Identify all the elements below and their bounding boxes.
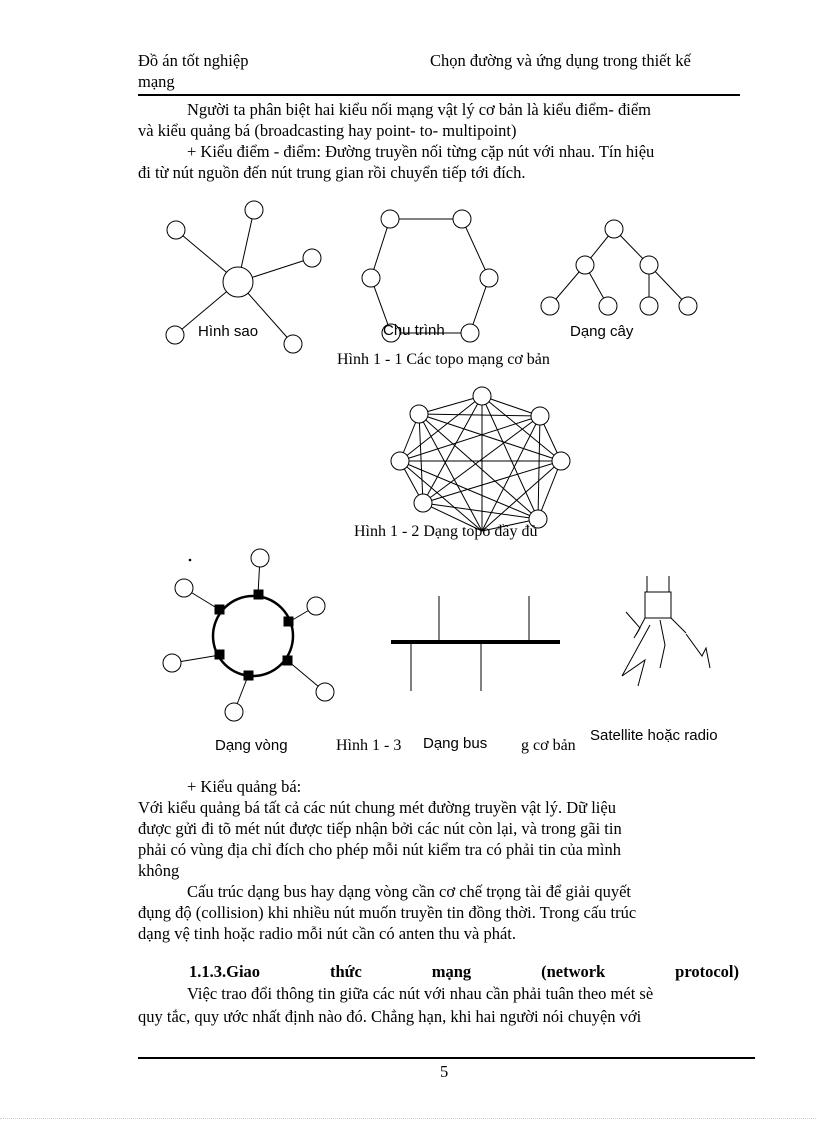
- paragraph-4-line-2: được gửi đi tõ mét nút được tiếp nhận bởi các nút còn lại, và trong gãi tin: [138, 819, 622, 838]
- figure-1-3-caption-end: g cơ bản: [521, 737, 576, 754]
- footer-rule: [138, 1057, 755, 1059]
- figure-1-1-tree-label: Dạng cây: [570, 323, 634, 340]
- paragraph-4-line-4: không: [138, 861, 180, 880]
- ring-network-diagram: [163, 549, 334, 721]
- satellite-radio-diagram: [622, 576, 710, 686]
- paragraph-4-line-1: Với kiểu quảng bá tất cả các nút chung mét đường truyền vật lý. Dữ liệu: [138, 798, 616, 817]
- tree-topology-diagram: [541, 220, 697, 315]
- figure-1-1-caption: Hình 1 - 1 Các topo mạng cơ bản: [337, 351, 550, 368]
- page-edge-dotted-line: [0, 1118, 816, 1119]
- paragraph-1-line-2: và kiểu quảng bá (broadcasting hay point- to- multipoint): [138, 121, 517, 140]
- figure-1-2-caption: Hình 1 - 2 Dạng topo đầy đủ: [354, 523, 538, 540]
- figure-1-1-cycle-label: Chu trình: [383, 322, 445, 339]
- header-left-continuation: mạng: [138, 72, 175, 91]
- figure-1-3-bus-label: Dạng bus: [423, 735, 488, 752]
- figure-1-3-caption-start: Hình 1 - 3: [336, 737, 402, 754]
- paragraph-4-line-3: phải có vùng địa chỉ đích cho phép mỗi nút kiểm tra có phải tin của mình: [138, 840, 621, 859]
- header-left-title: Đồ án tốt nghiệp: [138, 51, 249, 70]
- header-right-title: Chọn đường và ứng dụng trong thiết kế: [430, 51, 691, 70]
- paragraph-6-line-1: Việc trao đổi thông tin giữa các nút với nhau cần phải tuân theo mét sè: [187, 984, 654, 1003]
- figure-1-3-satellite-label: Satellite hoặc radio: [590, 727, 718, 744]
- paragraph-1-line-1: Người ta phân biệt hai kiểu nối mạng vật lý cơ bản là kiểu điểm- điểm: [187, 100, 651, 119]
- paragraph-5-line-1: Cấu trúc dạng bus hay dạng vòng cần cơ chế trọng tài để giải quyết: [187, 882, 632, 901]
- paragraph-5-line-3: dạng vệ tinh hoặc radio mỗi nút cần có anten thu và phát.: [138, 924, 517, 943]
- figure-1-3-ring-label: Dạng vòng: [215, 737, 288, 754]
- paragraph-2-line-2: đi từ nút nguồn đến nút trung gian rồi chuyển tiếp tới đích.: [138, 163, 526, 182]
- bus-network-diagram: [391, 596, 560, 691]
- full-mesh-topology-diagram: [391, 387, 570, 531]
- paragraph-3: + Kiểu quảng bá:: [187, 777, 302, 796]
- section-heading-1-1-3: 1.1.3.Giao thức mạng (network protocol): [189, 962, 739, 981]
- paragraph-5-line-2: đụng độ (collision) khi nhiều nút muốn truyền tin đồng thời. Trong cấu trúc: [138, 903, 637, 922]
- paragraph-6-line-2: quy tắc, quy ước nhất định nào đó. Chẳng hạn, khi hai người nói chuyện với: [138, 1007, 642, 1026]
- page-number: 5: [440, 1062, 449, 1081]
- paragraph-2-line-1: + Kiểu điểm - điểm: Đường truyền nối từng cặp nút với nhau. Tín hiệu: [187, 142, 655, 161]
- figure-1-1-star-label: Hình sao: [198, 323, 259, 340]
